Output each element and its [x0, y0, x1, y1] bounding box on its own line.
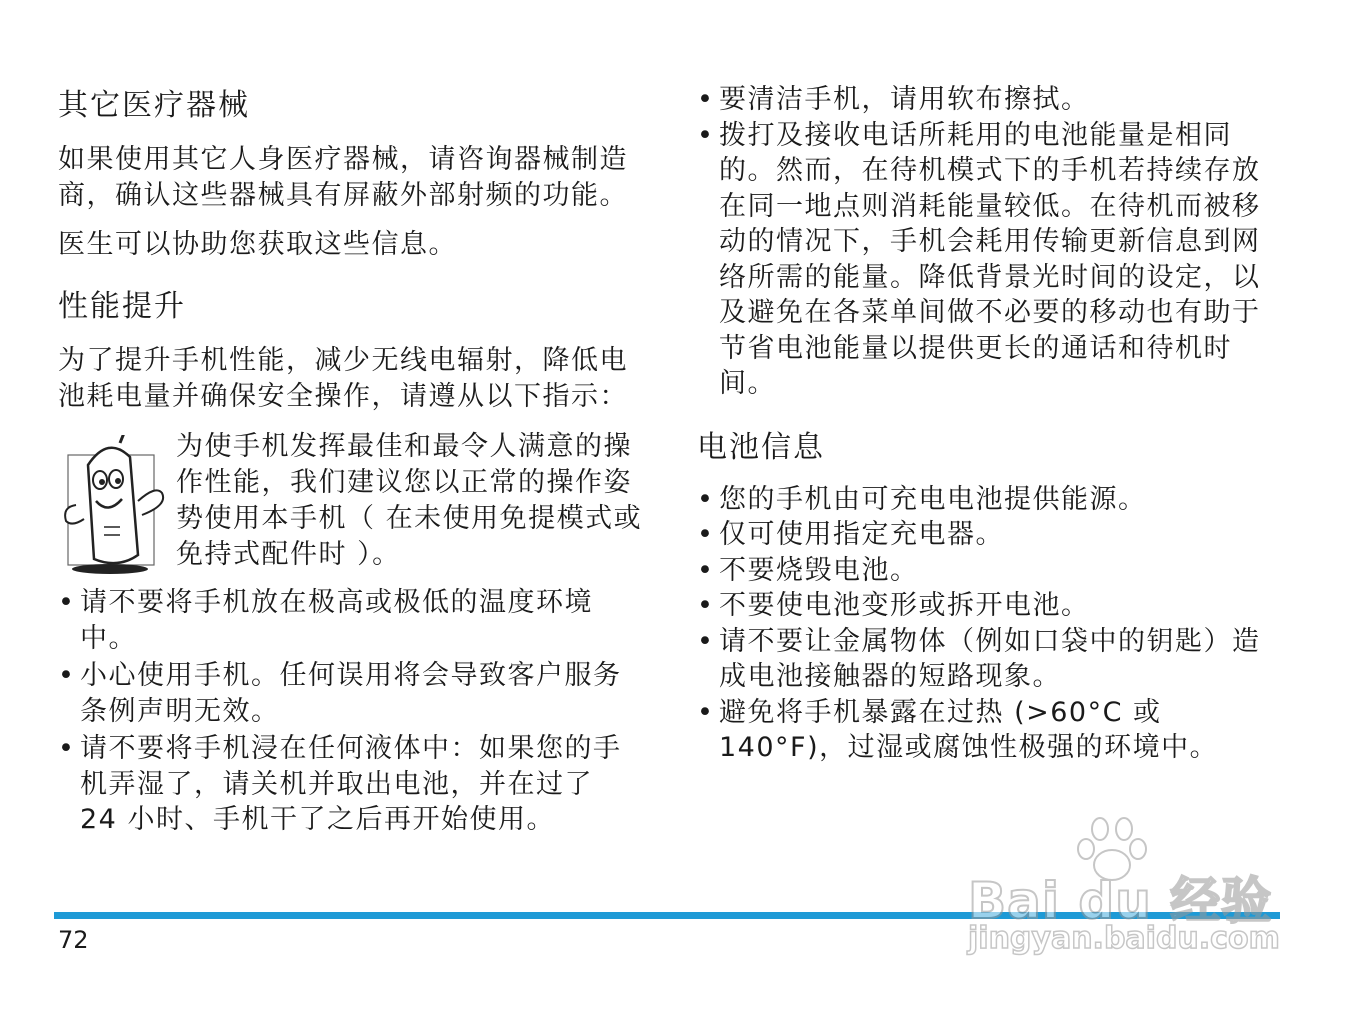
- right-column: [697, 80, 1287, 766]
- page-number: 72: [58, 926, 89, 954]
- bullet-marker: •: [697, 590, 715, 621]
- bullet-marker: •: [697, 519, 715, 550]
- list-item: [697, 482, 1287, 518]
- list-item: [58, 658, 638, 729]
- list-item: [697, 517, 1287, 553]
- left-column: [58, 80, 643, 838]
- list-item: [697, 588, 1287, 624]
- list-item: [697, 118, 1287, 402]
- bullet-marker: •: [697, 625, 715, 657]
- battery-bullet-list: [697, 482, 1287, 766]
- list-item-text: 不要烧毁电池。: [719, 554, 919, 586]
- bullet-marker: •: [697, 84, 715, 115]
- list-item-text: 拨打及接收电话所耗用的电池能量是相同的。然而，在待机模式下的手机若持续存放在同一地点则消耗能量较低。在待机而被移动的情况下，手机会耗用传输更新信息到网络所需的能量。降低背景光时间的设定，以及避免在各菜单间做不必要的移动也有助于节省电池能量以提供更长的通话和待机时间。: [719, 119, 1261, 399]
- list-item-text: 请不要让金属物体（例如口袋中的钥匙）造成电池接触器的短路现象。: [719, 625, 1261, 692]
- performance-bullet-list: [58, 585, 638, 838]
- paragraph-performance: 为了提升手机性能，减少无线电辐射，降低电池耗电量并确保安全操作，请遵从以下指示：: [58, 345, 628, 412]
- heading-medical-devices: 其它医疗器械: [58, 88, 250, 123]
- bullet-marker: •: [58, 587, 76, 618]
- bullet-marker: •: [697, 483, 715, 515]
- bullet-marker: •: [697, 696, 715, 728]
- list-item-text: 小心使用手机。任何误用将会导致客户服务条例声明无效。: [80, 660, 622, 727]
- list-item-text: 要清洁手机，请用软布擦拭。: [719, 84, 1090, 115]
- watermark-brand: Bai du 经验: [968, 872, 1273, 930]
- list-item-text: 仅可使用指定充电器。: [719, 519, 1004, 550]
- phone-mascot-icon: [58, 435, 170, 575]
- list-item: [697, 695, 1287, 766]
- watermark-url: jingyan.baidu.com: [968, 921, 1280, 956]
- list-item: [58, 585, 638, 656]
- list-item-text: 不要使电池变形或拆开电池。: [719, 590, 1090, 621]
- bullet-marker: •: [58, 660, 76, 691]
- list-item-text: 您的手机由可充电电池提供能源。: [719, 483, 1147, 515]
- list-item: [697, 624, 1287, 695]
- bullet-marker: •: [58, 733, 76, 764]
- list-item: [697, 553, 1287, 589]
- paragraph-medical-devices: 如果使用其它人身医疗器械，请咨询器械制造商，确认这些器械具有屏蔽外部射频的功能。: [58, 144, 628, 211]
- heading-performance: 性能提升: [58, 289, 186, 324]
- list-item-text: 避免将手机暴露在过热 (>60°C 或 140°F)，过湿或腐蚀性极强的环境中。: [719, 696, 1219, 763]
- list-item: [697, 82, 1287, 118]
- paragraph-doctor: 医生可以协助您获取这些信息。: [58, 229, 457, 260]
- list-item-text: 请不要将手机放在极高或极低的温度环境中。: [80, 587, 593, 654]
- list-item-text: 请不要将手机浸在任何液体中：如果您的手机弄湿了，请关机并取出电池，并在过了 24 小时、手机干了之后再开始使用。: [80, 733, 622, 835]
- heading-battery: 电池信息: [697, 429, 825, 465]
- tip-text: 为使手机发挥最佳和最令人满意的操作性能，我们建议您以正常的操作姿势使用本手机（ 在未使用免提模式或免持式配件时 ）。: [176, 431, 643, 570]
- care-bullet-list: [697, 82, 1287, 402]
- tip-block: [58, 429, 643, 579]
- baidu-watermark: [960, 815, 1280, 975]
- bullet-marker: •: [697, 554, 715, 586]
- bullet-marker: •: [697, 119, 715, 151]
- list-item: [58, 731, 638, 838]
